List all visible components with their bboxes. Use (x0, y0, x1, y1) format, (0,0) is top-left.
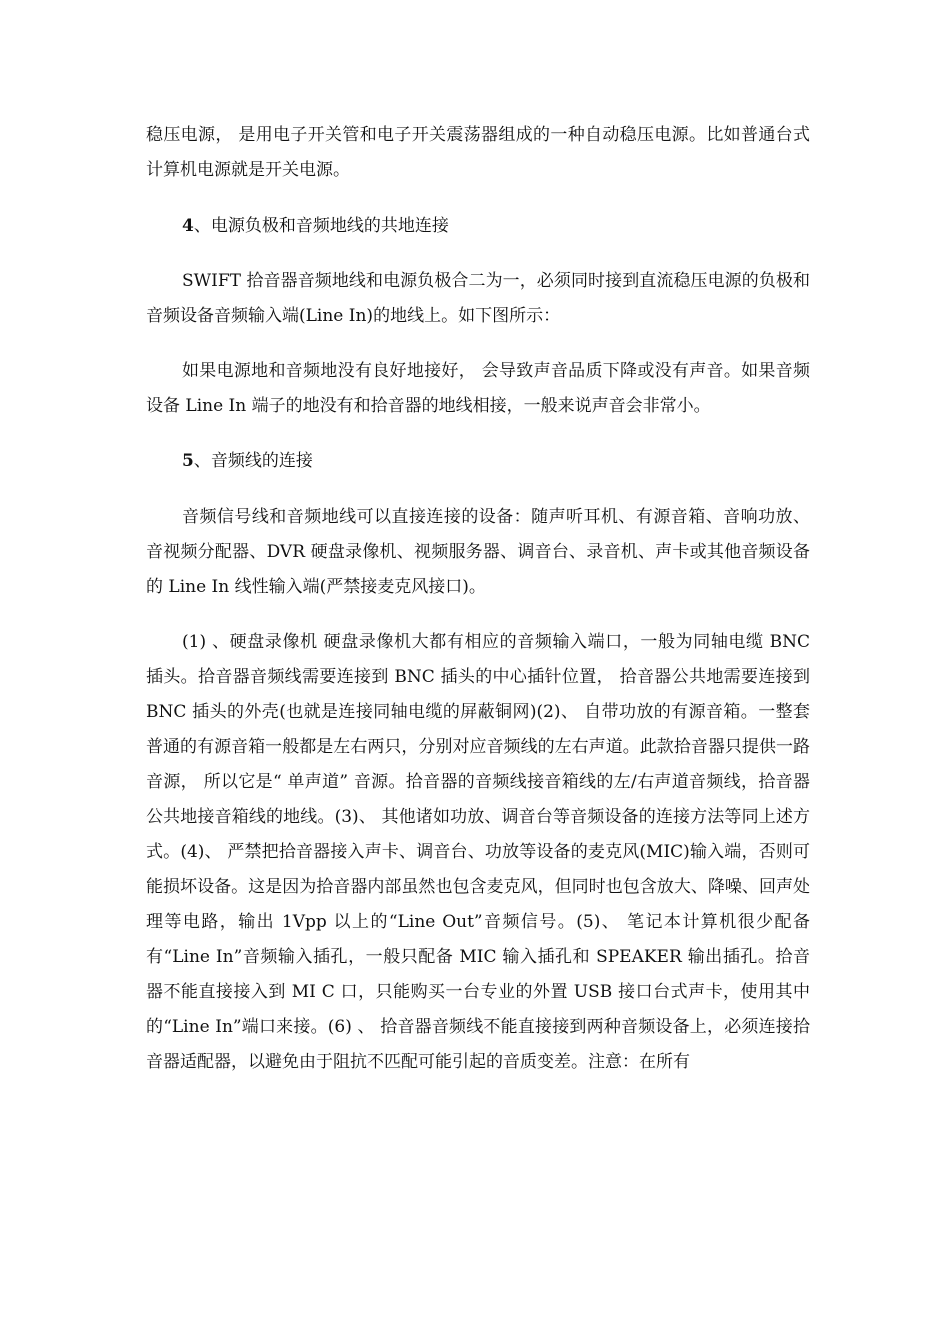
document-page (146, 118, 810, 1080)
section-number: 5 (182, 451, 194, 471)
paragraph-connection-details: (1) 、硬盘录像机 硬盘录像机大都有相应的音频输入端口，一般为同轴电缆 BNC 插头。拾音器音频线需要连接到 BNC 插头的中心插针位置， 拾音器公共地需要连接到 BNC 插头的外壳(也就是连接同轴电缆的屏蔽铜网)(2)、 自带功放的有源音箱。一整套普通的有源音箱一般都是左右两只，分别对应音频线的左右声道。此款拾音器只提供一路音源， 所以它是“ 单声道” 音源。拾音器的音频线接音箱线的左/右声道音频线，拾音器公共地接音箱线的地线。(3)、 其他诸如功放、调音台等音频设备的连接方法等同上述方式。(4)、 严禁把拾音器接入声卡、调音台、功放等设备的麦克风(MIC)输入端，否则可能损坏设备。这是因为拾音器内部虽然也包含麦克风，但同时也包含放大、降噪、回声处理等电路，输出 1Vpp 以上的“Line Out”音频信号。(5)、 笔记本计算机很少配备有“Line In”音频输入插孔，一般只配备 MIC 输入插孔和 SPEAKER 输出插孔。拾音器不能直接接入到 MI C 口，只能购买一台专业的外置 USB 接口台式声卡，使用其中的“Line In”端口来接。(6) 、 拾音器音频线不能直接接到两种音频设备上，必须连接拾音器适配器，以避免由于阻抗不匹配可能引起的音质变差。注意：在所有 (146, 632, 810, 1072)
paragraph-ground-connection: SWIFT 拾音器音频地线和电源负极合二为一，必须同时接到直流稳压电源的负极和音频设备音频输入端(Line In)的地线上。如下图所示： (146, 271, 810, 326)
section-title: 、音频线的连接 (193, 451, 313, 471)
paragraph-ground-warning: 如果电源地和音频地没有良好地接好， 会导致声音品质下降或没有声音。如果音频设备 Line In 端子的地没有和拾音器的地线相接，一般来说声音会非常小。 (146, 361, 810, 416)
paragraph-audio-devices: 音频信号线和音频地线可以直接连接的设备：随声听耳机、有源音箱、音响功放、音视频分配器、DVR 硬盘录像机、视频服务器、调音台、录音机、声卡或其他音频设备的 Line In 线性输入端(严禁接麦克风接口)。 (146, 507, 810, 597)
section-title: 、电源负极和音频地线的共地连接 (193, 216, 449, 236)
section-heading-4 (146, 209, 810, 244)
section-heading-5 (146, 444, 810, 479)
paragraph-power-supply: 稳压电源， 是用电子开关管和电子开关震荡器组成的一种自动稳压电源。比如普通台式计算机电源就是开关电源。 (146, 125, 810, 180)
section-number: 4 (182, 216, 194, 236)
